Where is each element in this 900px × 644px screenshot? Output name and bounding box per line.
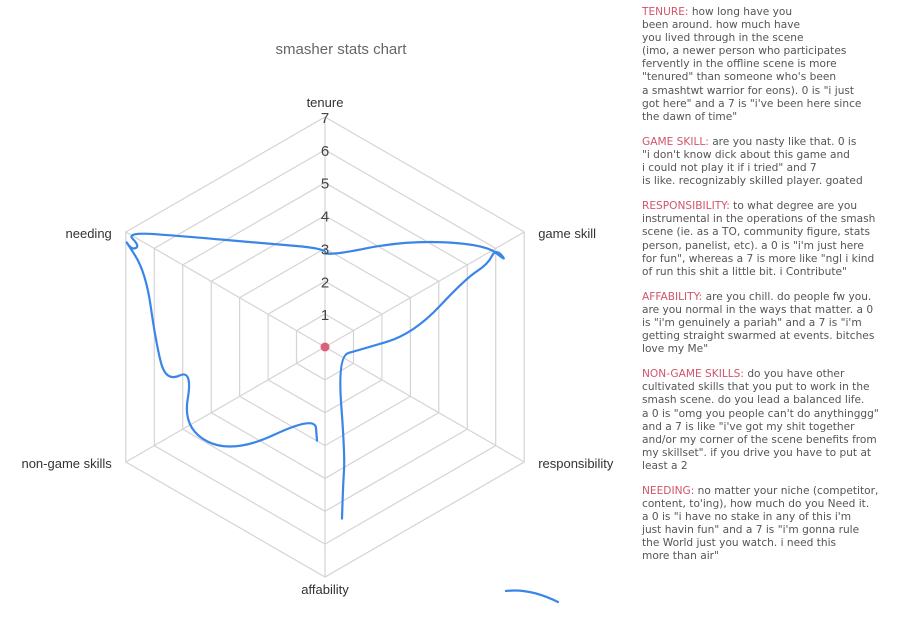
definition-term: NEEDING: (642, 485, 695, 497)
definition-term: TENURE: (642, 6, 689, 18)
grid-spoke-1 (325, 232, 524, 347)
definition-text: how long have you been around. how much have you lived through in the scene (imo, a newer person who participates fervently in the offline scene is more "tenured" than someone who's been a smashtwt warrior for eons). 0 is "i just got here" and a 7 is "i've been here since the dawn of time" (642, 6, 862, 123)
definition-block (642, 485, 896, 564)
tick-label-6: 6 (320, 142, 330, 160)
axis-label-affability: affability (301, 582, 349, 597)
axis-label-needing: needing (65, 226, 112, 241)
grid-spoke-4 (126, 347, 325, 462)
definition-block (642, 200, 896, 279)
tick-label-3: 3 (320, 241, 330, 259)
grid-spoke-5 (126, 232, 325, 347)
axis-label-game-skill: game skill (538, 226, 596, 241)
definition-block (642, 291, 896, 356)
tick-label-5: 5 (320, 175, 330, 193)
definition-text: to what degree are you instrumental in the operations of the smash scene (ie. as a TO, community figure, stats person, panelist, etc). a 0 is "i'm just here for fun", whereas a 7 is more like "ngl i kind of run this shit a little bit. i Contribute" (642, 200, 876, 278)
center-point-marker (321, 343, 330, 352)
definition-term: RESPONSIBILITY: (642, 200, 730, 213)
definition-text: are you nasty like that. 0 is "i don't know dick about this game and i could not play it if i tried" and 7 is like. recognizably skilled player. goated (642, 135, 863, 188)
radar-center (321, 343, 330, 352)
stray-scribble-stroke (506, 590, 558, 602)
definition-term: NON-GAME SKILLS: (642, 368, 744, 381)
definition-block (642, 6, 896, 124)
tick-label-4: 4 (320, 208, 330, 226)
definition-block (642, 368, 896, 473)
tick-label-7: 7 (320, 110, 330, 127)
tick-label-2: 2 (320, 274, 330, 292)
tick-label-1: 1 (320, 307, 330, 325)
axis-label-responsibility: responsibility (538, 456, 614, 471)
hand-drawn-scribble (127, 234, 558, 602)
stat-definitions-panel (642, 6, 896, 576)
chart-title: smasher stats chart (275, 41, 407, 58)
definition-term: GAME SKILL: (642, 135, 709, 148)
definition-text: do you have other cultivated skills that you put to work in the smash scene. do you lead a balanced life. a 0 is "omg you people can't do anythinggg" and a 7 is like "i've got my shit together and/or my corner of the scene benefits from my skillset". if you drive you have to put at least a 2 (642, 368, 879, 472)
definition-text: are you chill. do people fw you. are you normal in the ways that matter. a 0 is "i'm genuinely a pariah" and a 7 is "i'm getting straight swarmed at events. bitches love my Me" (642, 290, 875, 356)
axis-label-tenure: tenure (306, 95, 344, 110)
axis-label-non-game-skills: non-game skills (21, 456, 112, 471)
definition-text: no matter your niche (competitor, content, to'ing), how much do you Need it. a 0 is "i have no stake in any of this i'm just havin fun" and a 7 is "i'm gonna rule the World just you watch. i need this more than air" (642, 485, 879, 563)
radar-axis-labels (21, 95, 613, 597)
grid-spoke-2 (325, 347, 524, 462)
definition-term: AFFABILITY: (642, 290, 703, 303)
definition-block (642, 136, 896, 188)
